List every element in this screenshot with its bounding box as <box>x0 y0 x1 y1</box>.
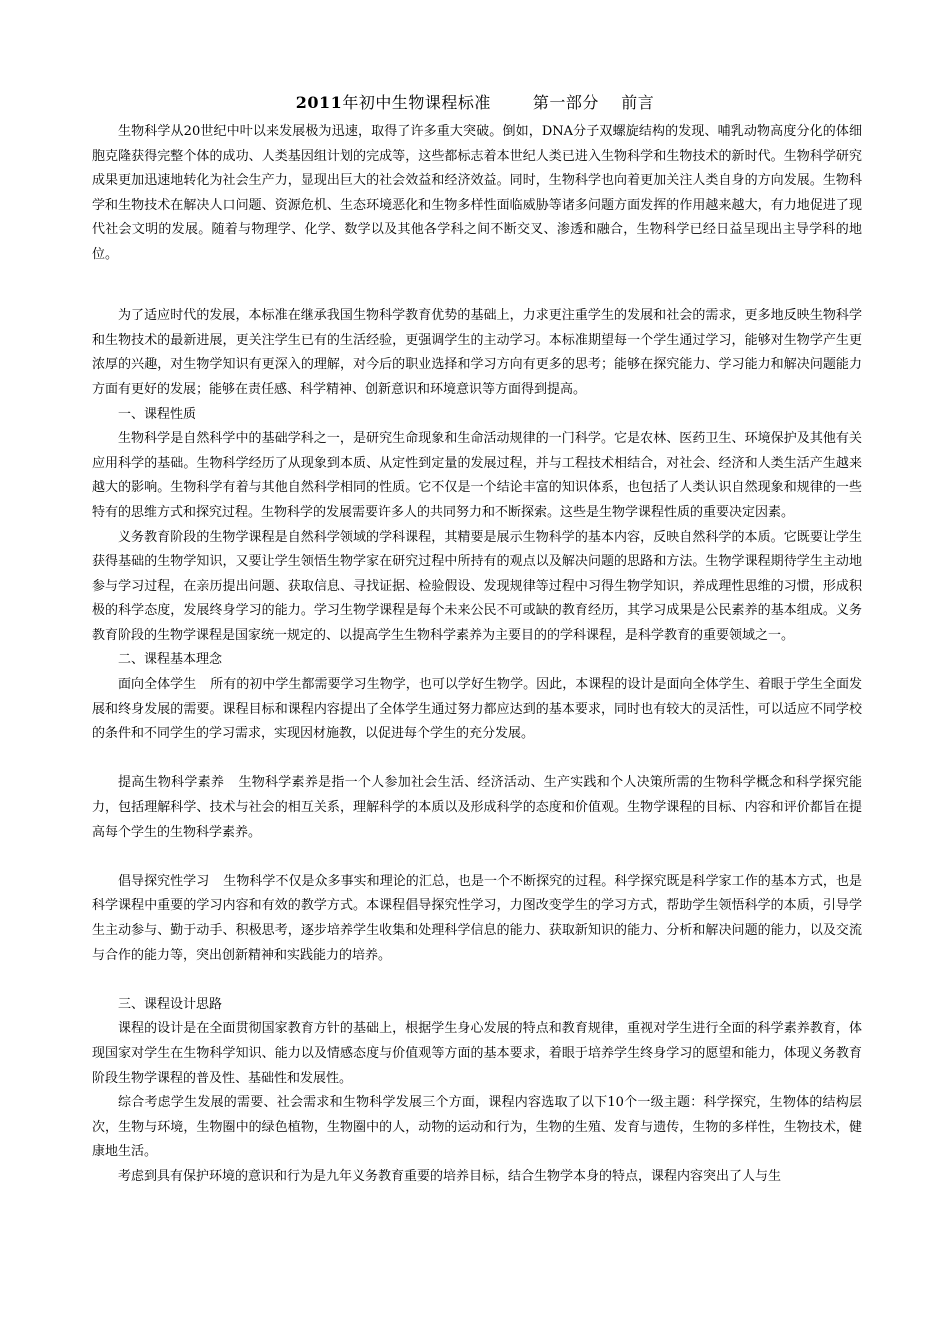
lead-inquiry: 倡导探究性学习 <box>118 873 210 889</box>
title-section: 前言 <box>621 93 655 112</box>
lead-all-students: 面向全体学生 <box>118 677 197 693</box>
paragraph-design-2: 综合考虑学生发展的需要、社会需求和生物科学发展三个方面，课程内容选取了以下10个一级主题：科学探究，生物体的结构层次，生物与环境，生物圈中的绿色植物，生物圈中的人，动物的运动和行为，生物的生殖、发育与遗传，生物的多样性，生物技术，健康地生活。 <box>92 1095 862 1160</box>
paragraph-design-3: 考虑到具有保护环境的意识和行为是九年义务教育重要的培养目标，结合生物学本身的特点，课程内容突出了人与生 <box>118 1168 782 1184</box>
title-main: 年初中生物课程标准 <box>342 93 491 112</box>
paragraph-literacy <box>92 771 862 845</box>
text-literacy: 生物科学素养是指一个人参加社会生活、经济活动、生产实践和个人决策所需的生物科学概念和科学探究能力，包括理解科学、技术与社会的相互关系，理解科学的本质以及形成科学的态度和价值观。生物学课程的目标、内容和评价都旨在提高每个学生的生物科学素养。 <box>92 775 862 840</box>
paragraph-nature-2: 义务教育阶段的生物学课程是自然科学领域的学科课程，其精要是展示生物科学的基本内容，反映自然科学的本质。它既要让学生获得基础的生物学知识，又要让学生领悟生物学家在研究过程中所持有的观点以及解决问题的思路和方法。生物学课程期待学生主动地参与学习过程，在亲历提出问题、获取信息、寻找证据、检验假设、发现规律等过程中习得生物学知识，养成理性思维的习惯，形成积极的科学态度，发展终身学习的能力。学习生物学课程是每个未来公民不可或缺的教育经历，其学习成果是公民素养的基本组成。义务教育阶段的生物学课程是国家统一规定的、以提高学生生物科学素养为主要目的的学科课程，是科学教育的重要领域之一。 <box>92 529 862 643</box>
paragraph-all-students <box>92 673 862 747</box>
paragraph-intro: 生物科学从20世纪中叶以来发展极为迅速，取得了许多重大突破。倒如，DNA分子双螺旋结构的发现、哺乳动物高度分化的体细胞克隆获得完整个体的成功、人类基因组计划的完成等，这些都标志着本世纪人类已进入生物科学和生物技术的新时代。生物科学研究成果更加迅速地转化为社会生产力，显现出巨大的社会效益和经济效益。同时，生物科学也向着更加关注人类自身的方向发展。生物科学和生物技术在解决人口问题、资源危机、生态环境恶化和生物多样性面临威胁等诸多问题方面发挥的作用越来越大，有力地促进了现代社会文明的发展。随着与物理学、化学、数学以及其他各学科之间不断交叉、渗透和融合，生物科学已经日益呈现出主导学科的地位。 <box>92 124 862 262</box>
paragraph-design-1: 课程的设计是在全面贯彻国家教育方针的基础上，根据学生身心发展的特点和教育规律，重视对学生进行全面的科学素养教育，体现国家对学生在生物科学知识、能力以及情感态度与价值观等方面的基本要求，着眼于培养学生终身学习的愿望和能力，体现义务教育阶段生物学课程的普及性、基础性和发展性。 <box>92 1021 862 1086</box>
section-heading-nature: 一、课程性质 <box>118 406 197 422</box>
lead-literacy: 提高生物科学素养 <box>118 775 225 791</box>
paragraph-nature-1: 生物科学是自然科学中的基础学科之一，是研究生命现象和生命活动规律的一门科学。它是农林、医药卫生、环境保护及其他有关应用科学的基础。生物科学经历了从现象到本质、从定性到定量的发展过程，并与工程技术相结合，对社会、经济和人类生活产生越来越大的影响。生物科学有着与其他自然科学相同的性质。它不仅是一个结论丰富的知识体系，也包括了人类认识自然现象和规律的一些特有的思维方式和探究过程。生物科学的发展需要许多人的共同努力和不断探索。这些是生物学课程性质的重要决定因素。 <box>92 431 862 520</box>
section-heading-design: 三、课程设计思路 <box>118 996 223 1012</box>
document-title <box>0 92 950 114</box>
title-year: 2011 <box>295 93 343 112</box>
title-part: 第一部分 <box>532 93 599 112</box>
text-all-students: 所有的初中学生都需要学习生物学，也可以学好生物学。因此，本课程的设计是面向全体学生、着眼于学生全面发展和终身发展的需要。课程目标和课程内容提出了全体学生通过努力都应达到的基本要求，同时也有较大的灵活性，可以适应不同学校的条件和不同学生的学习需求，实现因材施教，以促进每个学生的充分发展。 <box>92 677 862 742</box>
document-body <box>92 120 862 1190</box>
paragraph-inquiry <box>92 870 862 968</box>
section-heading-concepts: 二、课程基本理念 <box>118 652 223 668</box>
text-inquiry: 生物科学不仅是众多事实和理论的汇总，也是一个不断探究的过程。科学探究既是科学家工作的基本方式，也是科学课程中重要的学习内容和有效的教学方式。本课程倡导探究性学习，力图改变学生的学习方式，帮助学生领悟科学的本质，引导学生主动参与、勤于动手、积极思考，逐步培养学生收集和处理科学信息的能力、获取新知识的能力、分析和解决问题的能力，以及交流与合作的能力等，突出创新精神和实践能力的培养。 <box>92 873 862 963</box>
paragraph-standard-goals: 为了适应时代的发展，本标准在继承我国生物科学教育优势的基础上，力求更注重学生的发展和社会的需求，更多地反映生物科学和生物技术的最新进展，更关注学生已有的生活经验，更强调学生的主动学习。本标准期望每一个学生通过学习，能够对生物学产生更浓厚的兴趣，对生物学知识有更深入的理解，对今后的职业选择和学习方向有更多的思考；能够在探究能力、学习能力和解决问题能力方面有更好的发展；能够在责任感、科学精神、创新意识和环境意识等方面得到提高。 <box>92 308 862 397</box>
